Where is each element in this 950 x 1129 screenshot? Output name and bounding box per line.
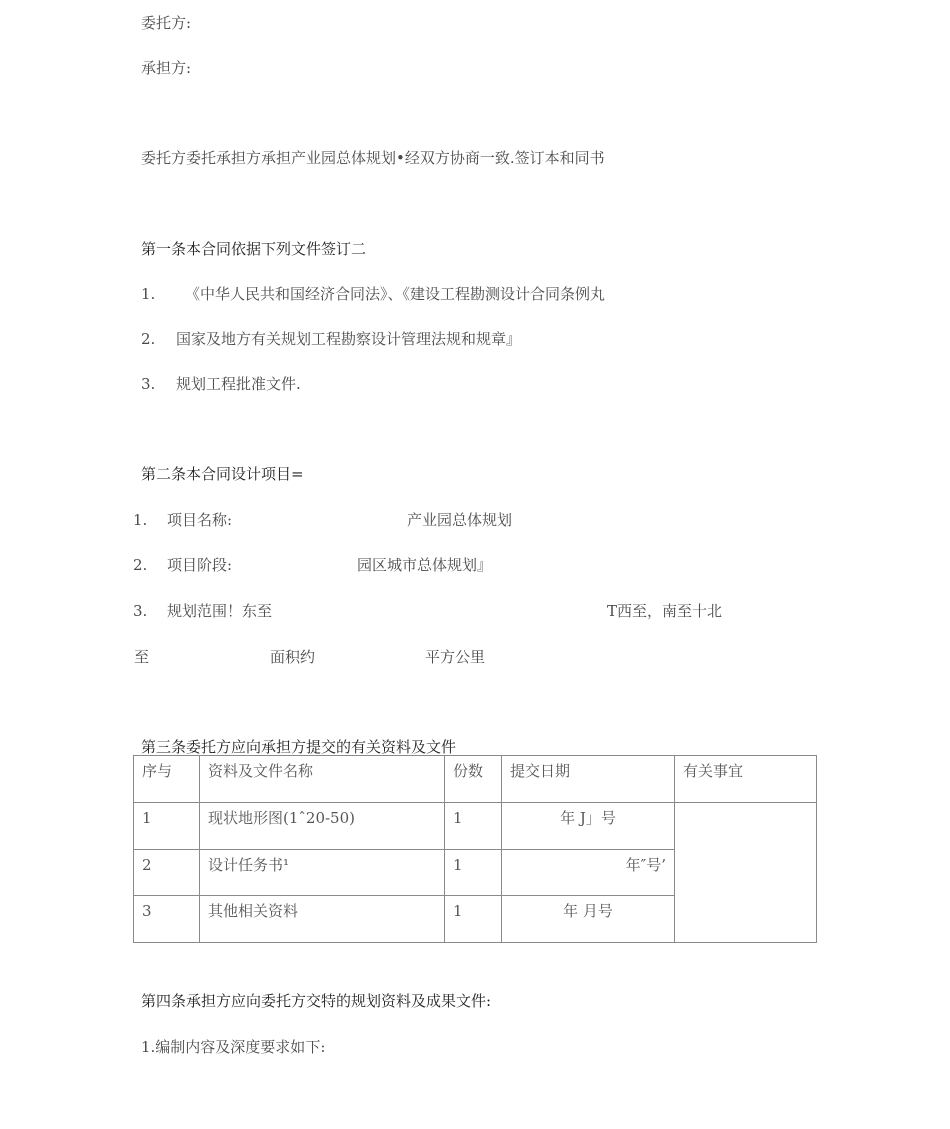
article2-line-4-unit: 平方公里 (425, 648, 486, 666)
header-qty: 份数 (445, 756, 502, 803)
article1-item-3-text: 规划工程批准文件. (176, 375, 301, 393)
header-name: 资料及文件名称 (200, 756, 445, 803)
intro-paragraph: 委托方委托承担方承担产业园总体规划•经双方协商一致.签订本和同书 (141, 149, 605, 167)
article2-item-3-mid: T西至，南至十北 (607, 602, 723, 620)
article1-title: 第一条本合同依据下列文件签订二 (141, 240, 367, 258)
cell-name: 其他相关资料 (200, 896, 445, 943)
article2-item-2-label: 项目阶段: (167, 556, 233, 574)
header-no: 序与 (134, 756, 200, 803)
cell-no: 2 (134, 850, 200, 896)
cell-date: 年 月号 (502, 896, 675, 943)
cell-date: 年″号’ (502, 850, 675, 896)
article1-item-1-num: 1. (141, 285, 156, 303)
article2-title: 第二条本合同设计项目= (141, 465, 304, 483)
contractor-label: 承担方: (141, 59, 192, 77)
cell-qty: 1 (445, 896, 502, 943)
article2-line-4-start: 至 (134, 648, 150, 666)
article4-title: 第四条承担方应向委托方交特的规划资料及成果文件: (141, 992, 492, 1010)
article3-title: 第三条委托方应向承担方提交的有关资料及文件 (141, 738, 457, 756)
article2-item-3-num: 3. (133, 602, 148, 620)
article1-item-3-num: 3. (141, 375, 156, 393)
cell-name: 现状地形图(1ˆ20-50) (200, 803, 445, 850)
article4-item-1: 1.编制内容及深度要求如下: (141, 1038, 326, 1056)
cell-name: 设计任务书¹ (200, 850, 445, 896)
cell-qty: 1 (445, 850, 502, 896)
article2-item-1-value: 产业园总体规划 (407, 511, 513, 529)
article2-item-1-num: 1. (133, 511, 148, 529)
client-label: 委托方: (141, 14, 192, 32)
article2-item-3-label: 规划范围！东至 (167, 602, 273, 620)
cell-no: 1 (134, 803, 200, 850)
header-date: 提交日期 (502, 756, 675, 803)
article1-item-2-text: 国家及地方有关规划工程勘察设计管理法规和规章』 (176, 330, 522, 348)
documents-table (133, 755, 817, 943)
article2-item-2-value: 园区城市总体规划』 (357, 556, 493, 574)
article1-item-1-text: 《中华人民共和国经济合同法》、《建设工程勘测设计合同条例丸 (185, 285, 606, 303)
article1-item-2-num: 2. (141, 330, 156, 348)
article2-line-4-area: 面积约 (270, 648, 316, 666)
table-header-row (134, 756, 817, 803)
cell-notes (675, 803, 817, 943)
header-notes: 有关事宜 (675, 756, 817, 803)
cell-date: 年 J」号 (502, 803, 675, 850)
cell-no: 3 (134, 896, 200, 943)
table-row (134, 803, 817, 850)
article2-item-2-num: 2. (133, 556, 148, 574)
cell-qty: 1 (445, 803, 502, 850)
article2-item-1-label: 项目名称: (167, 511, 233, 529)
